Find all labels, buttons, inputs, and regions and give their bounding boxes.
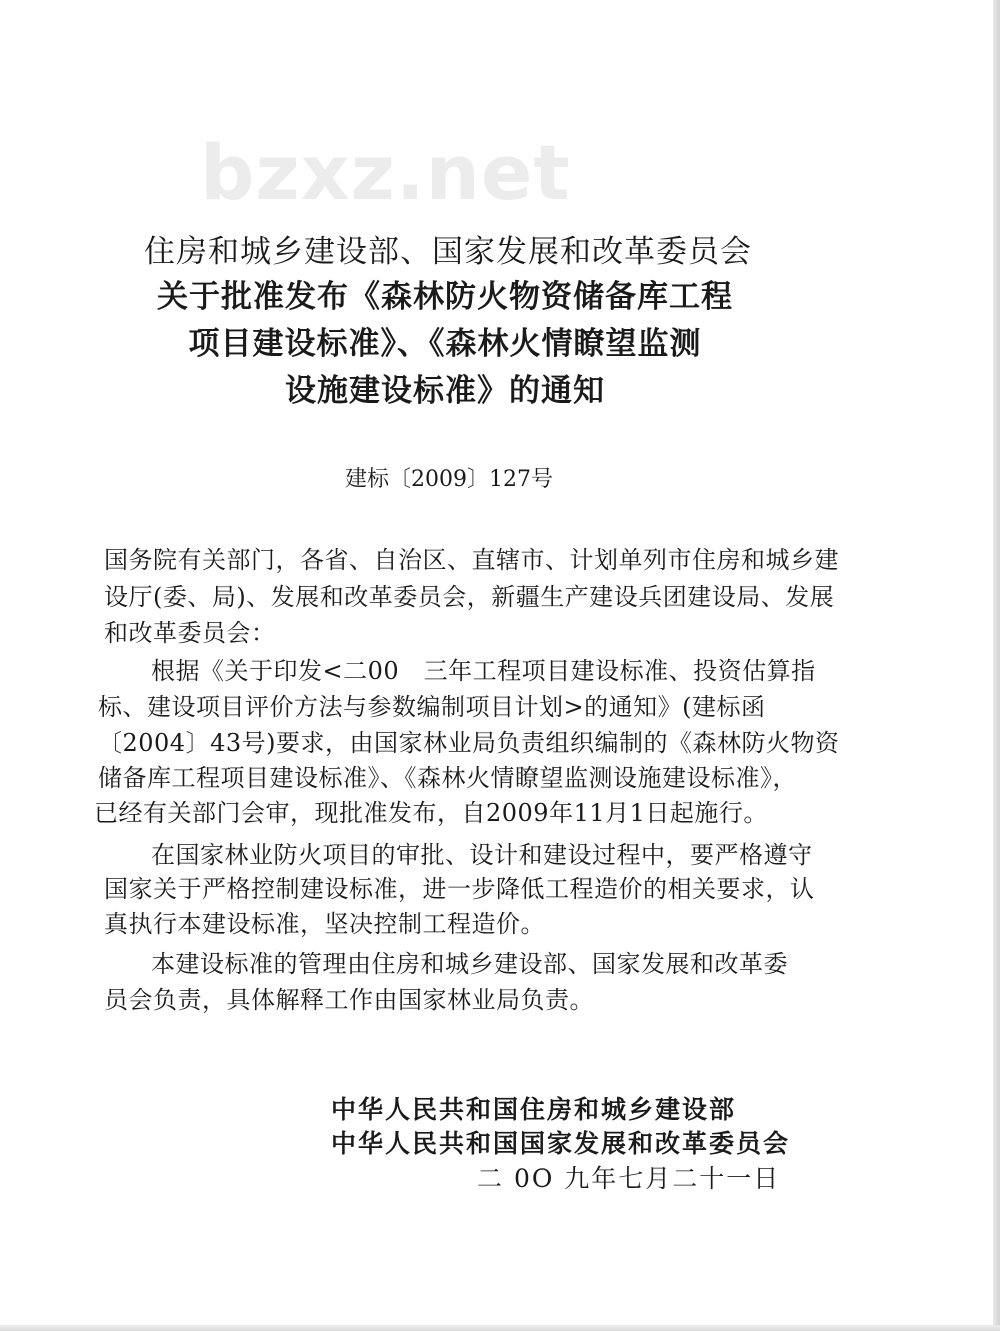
- signature-org-1: 中华人民共和国住房和城乡建设部: [331, 1095, 737, 1124]
- paragraph-2-line-2: 标、建设项目评价方法与参数编制项目计划>的通知》(建标函: [98, 693, 766, 721]
- paragraph-4-line-2: 员会负责，具体解释工作由国家林业局负责。: [104, 986, 594, 1014]
- addressee-line-1: 国务院有关部门，各省、自治区、直辖市、计划单列市住房和城乡建: [104, 546, 839, 574]
- title-line-2: 关于批准发布《森林防火物资储备库工程: [157, 279, 733, 315]
- title-line-3: 项目建设标准》、《森林火情瞭望监测: [188, 326, 702, 362]
- title-line-4: 设施建设标准》的通知: [285, 373, 605, 409]
- paragraph-2-line-3: 〔2004〕43号)要求，由国家林业局负责组织编制的《森林防火物资: [98, 729, 840, 757]
- paragraph-3-line-2: 国家关于严格控制建设标准，进一步降低工程造价的相关要求，认: [104, 875, 815, 903]
- page-bottom-edge: [0, 1325, 1000, 1331]
- paragraph-2-line-5: 已经有关部门会审，现批准发布，自2009年11月1日起施行。: [94, 799, 768, 827]
- signature-date: 二 0O 九年七月二十一日: [477, 1164, 781, 1193]
- watermark: bzxz.net: [200, 128, 571, 217]
- paragraph-3-line-1: 在国家林业防火项目的审批、设计和建设过程中，要严格遵守: [151, 841, 813, 869]
- paragraph-2-line-1: 根据《关于印发<二00 三年工程项目建设标准、投资估算指: [151, 657, 816, 685]
- signature-org-2: 中华人民共和国国家发展和改革委员会: [331, 1129, 791, 1158]
- paragraph-2-line-4: 储备库工程项目建设标准》、《森林火情瞭望监测设施建设标准》，: [98, 764, 797, 792]
- title-issuers: 住房和城乡建设部、国家发展和改革委员会: [144, 234, 752, 270]
- addressee-line-2: 设厅(委、局)、发展和改革委员会，新疆生产建设兵团建设局、发展: [104, 583, 835, 611]
- page-right-edge: [993, 0, 1000, 1331]
- paragraph-3-line-3: 真执行本建设标准，坚决控制工程造价。: [104, 910, 545, 938]
- addressee-line-3: 和改革委员会：: [104, 619, 276, 647]
- document-number: 建标〔2009〕127号: [345, 467, 553, 492]
- paragraph-4-line-1: 本建设标准的管理由住房和城乡建设部、国家发展和改革委: [151, 950, 788, 978]
